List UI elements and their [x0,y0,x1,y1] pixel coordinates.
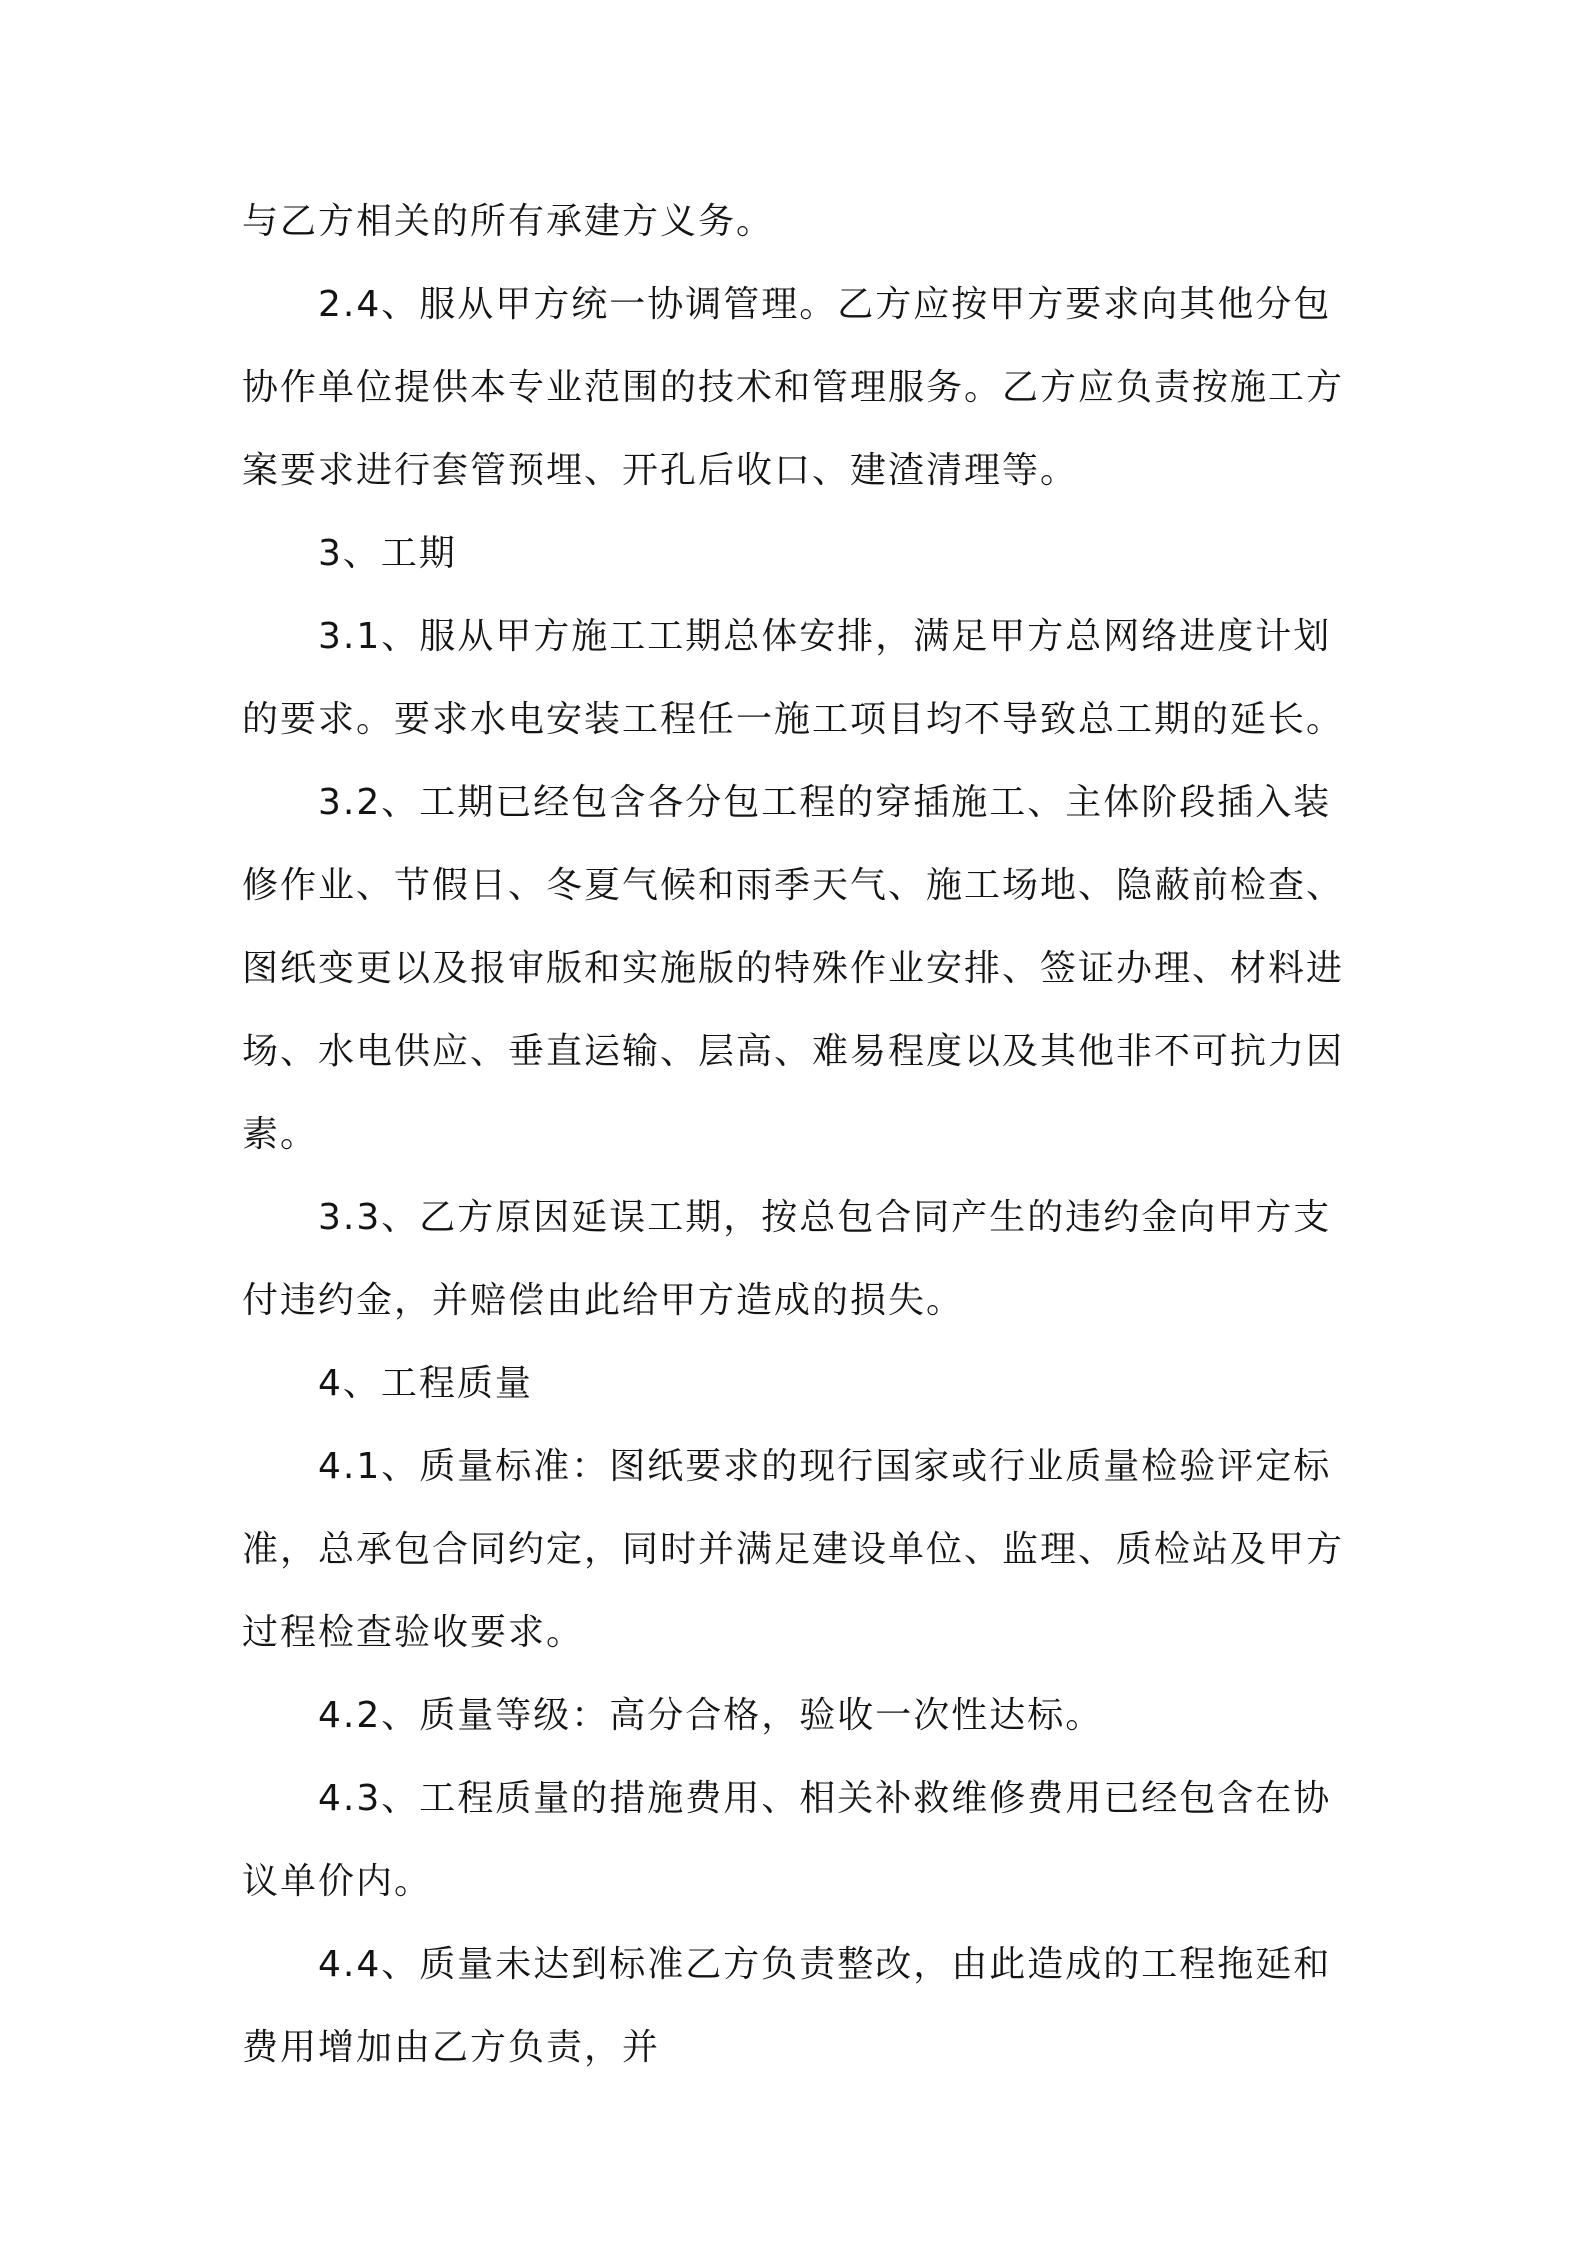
section-heading-schedule: 3、工期 [318,533,457,574]
paragraph-clause-4-2: 4.2、质量等级：高分合格，验收一次性达标。 [318,1695,1104,1736]
paragraph-clause-2-4: 2.4、服从甲方统一协调管理。乙方应按甲方要求向其他分包协作单位提供本专业范围的技术和管理服务。乙方应负责按施工方案要求进行套管预埋、开孔后收口、建渣清理等。 [242,284,1345,491]
paragraph-0: 与乙方相关的所有承建方义务。 [242,201,775,242]
paragraph-clause-3-1: 3.1、服从甲方施工工期总体安排，满足甲方总网络进度计划的要求。要求水电安装工程任一施工项目均不导致总工期的延长。 [242,616,1345,740]
paragraph-clause-4-4: 4.4、质量未达到标准乙方负责整改，由此造成的工程拖延和费用增加由乙方负责，并 [242,1944,1332,2068]
document-body [242,180,1362,2089]
paragraph-clause-4-1: 4.1、质量标准：图纸要求的现行国家或行业质量检验评定标准，总承包合同约定，同时并满足建设单位、监理、质检站及甲方过程检查验收要求。 [242,1446,1345,1653]
paragraph-clause-3-3: 3.3、乙方原因延误工期，按总包合同产生的违约金向甲方支付违约金，并赔偿由此给甲方造成的损失。 [242,1197,1332,1321]
section-heading-quality: 4、工程质量 [318,1363,533,1404]
paragraph-clause-4-3: 4.3、工程质量的措施费用、相关补救维修费用已经包含在协议单价内。 [242,1778,1332,1902]
paragraph-clause-3-2: 3.2、工期已经包含各分包工程的穿插施工、主体阶段插入装修作业、节假日、冬夏气候和雨季天气、施工场地、隐蔽前检查、图纸变更以及报审版和实施版的特殊作业安排、签证办理、材料进场、水电供应、垂直运输、层高、难易程度以及其他非不可抗力因素。 [242,782,1345,1155]
